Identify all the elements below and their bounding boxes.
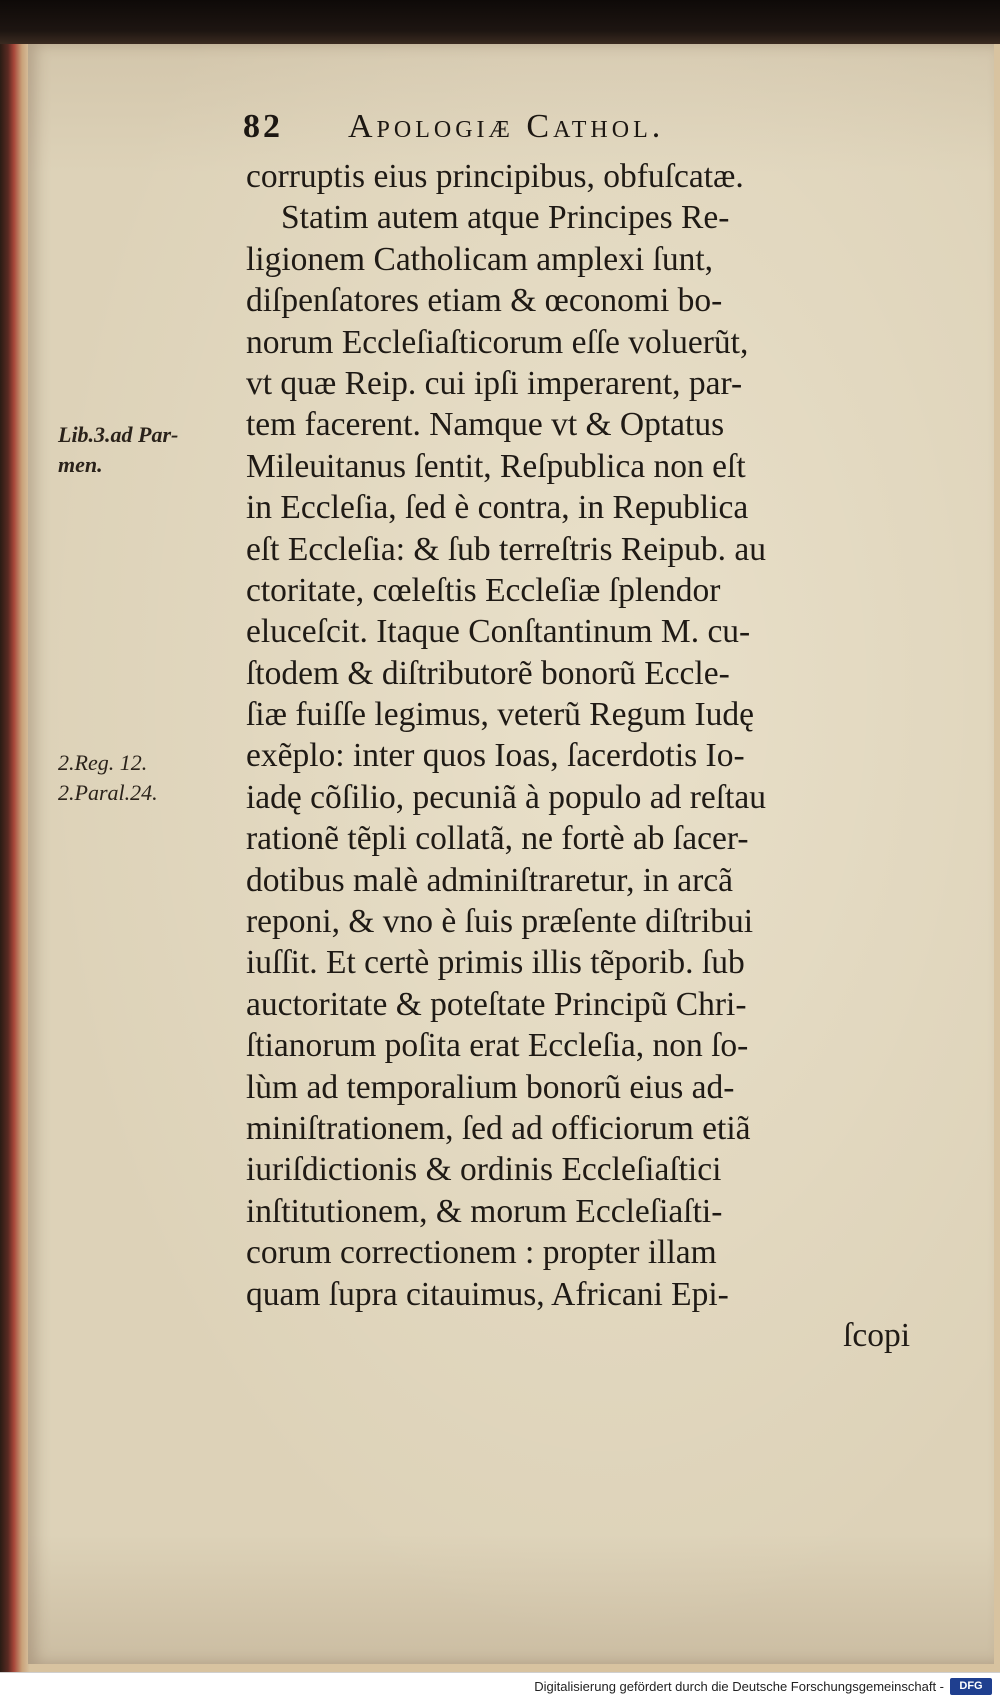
text-line: ſtodem & diſtributorẽ bonorũ Eccle-: [246, 654, 730, 692]
text-line: ctoritate, cœleſtis Eccleſiæ ſplendor: [246, 571, 721, 609]
text-line: diſpenſatores etiam & œconomi bo-: [246, 282, 723, 320]
text-line: Statim autem atque Principes Re-: [281, 199, 730, 237]
marginal-line: 2.Reg. 12.: [58, 750, 148, 775]
marginal-line: men.: [58, 452, 103, 477]
text-line: exẽplo: inter quos Ioas, ſacerdotis Io-: [246, 737, 745, 775]
footer-credit: Digitalisierung gefördert durch die Deutsche Forschungsgemeinschaft -: [534, 1679, 944, 1694]
text-line: iuriſdictionis & ordinis Eccleſiaſtici: [246, 1151, 722, 1189]
text-line: miniſtrationem, ſed ad officiorum etiã: [246, 1109, 751, 1147]
page-number: 82: [243, 108, 283, 145]
text-line: in Eccleſia, ſed è contra, in Republica: [246, 489, 749, 527]
text-line: reponi, & vno è ſuis præſente diſtribui: [246, 903, 754, 941]
text-line: iuſſit. Et certè primis illis tẽporib. ſub: [246, 944, 745, 982]
text-line: inſtitutionem, & morum Eccleſiaſti-: [246, 1192, 723, 1230]
marginal-line: Lib.3.ad Par-: [58, 422, 179, 447]
text-line: eſt Eccleſia: & ſub terreſtris Reipub. au: [246, 530, 767, 568]
page-header: [243, 108, 963, 152]
text-line: auctoritate & poteſtate Principũ Chri-: [246, 985, 747, 1023]
text-line: vt quæ Reip. cui ipſi imperarent, par-: [246, 364, 743, 402]
footer-bar: [0, 1672, 1000, 1701]
text-line: Mileuitanus ſentit, Reſpublica non eſt: [246, 447, 746, 485]
text-line: lùm ad temporalium bonorũ eius ad-: [246, 1068, 735, 1106]
marginal-note-2: [58, 748, 158, 808]
marginal-line: 2.Paral.24.: [58, 780, 158, 805]
text-line: corruptis eius principibus, obfuſcatæ.: [246, 158, 744, 195]
text-line: ſiæ fuiſſe legimus, veterũ Regum Iudę: [246, 696, 754, 734]
text-line: ligionem Catholicam amplexi ſunt,: [246, 240, 714, 278]
book-top-edge: [0, 0, 1000, 44]
text-line: iadę cõſilio, pecuniã à populo ad reſtau: [246, 778, 766, 816]
text-line: rationẽ tẽpli collatã, ne fortè ab ſacer-: [246, 820, 749, 858]
text-line: dotibus malè adminiſtraretur, in arcã: [246, 861, 734, 899]
text-line: eluceſcit. Itaque Conſtantinum M. cu-: [246, 613, 751, 651]
marginal-note-1: [58, 420, 178, 480]
catchword: ſcopi: [843, 1316, 910, 1354]
text-line: norum Eccleſiaſticorum eſſe voluerũt,: [246, 323, 749, 361]
body-text: [246, 156, 918, 1356]
text-line: ſtianorum poſita erat Eccleſia, non ſo-: [246, 1027, 749, 1065]
dfg-logo[interactable]: DFG: [950, 1678, 992, 1695]
text-line: corum correctionem : propter illam: [246, 1234, 717, 1272]
text-line: tem facerent. Namque vt & Optatus: [246, 406, 725, 444]
text-line: quam ſupra citauimus, Africani Epi-: [246, 1275, 729, 1313]
running-title: Apologiæ Cathol.: [348, 108, 665, 145]
